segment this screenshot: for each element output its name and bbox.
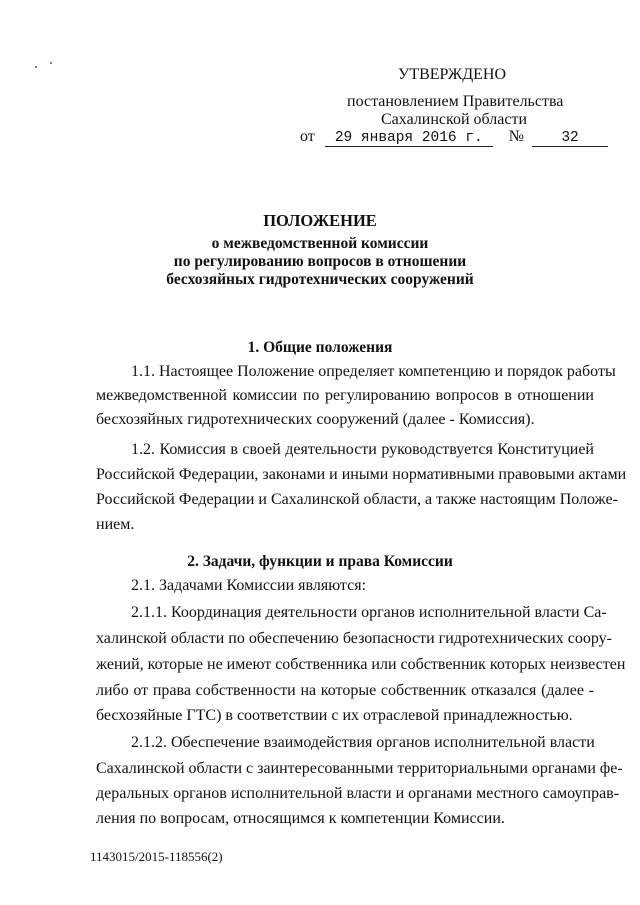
scan-speck <box>35 66 37 68</box>
paragraph-line: 2.1.2. Обеспечение взаимодействия органов исполнительной власти <box>131 734 595 751</box>
paragraph-line: Российской Федерации, законами и иными нормативными правовыми актами <box>96 466 627 483</box>
subtitle-line-1: о межведомственной комиссии <box>211 235 429 252</box>
paragraph-line: 2.1. Задачами Комиссии являются: <box>131 577 367 594</box>
approval-date: 29 января 2016 г. <box>325 130 493 147</box>
approval-line-2: Сахалинской области <box>381 111 528 128</box>
paragraph-line: 1.1. Настоящее Положение определяет компетенцию и порядок работы <box>131 363 616 380</box>
from-label: от <box>300 128 315 145</box>
paragraph-line: межведомственной комиссии по регулированию вопросов в отношении <box>96 387 594 404</box>
subtitle-line-2: по регулированию вопросов в отношении <box>173 253 467 270</box>
paragraph-line: халинской области по обеспечению безопасности гидротехнических соору- <box>96 630 612 647</box>
approval-title: УТВЕРЖДЕНО <box>398 66 507 83</box>
paragraph-line: 1.2. Комиссия в своей деятельности руководствуется Конституцией <box>131 441 594 458</box>
document-code: 1143015/2015-118556(2) <box>90 849 223 864</box>
number-label: № <box>508 128 525 145</box>
paragraph-line: бесхозяйные ГТС) в соответствии с их отраслевой принадлежностью. <box>96 707 573 724</box>
paragraph-line: Сахалинской области с заинтересованными территориальными органами фе- <box>96 760 623 777</box>
paragraph-line: 2.1.1. Координация деятельности органов исполнительной власти Са- <box>131 604 607 621</box>
approval-number: 32 <box>532 130 608 147</box>
paragraph-line: Российской Федерации и Сахалинской области, а также настоящим Положе- <box>96 491 618 508</box>
paragraph-line: деральных органов исполнительной власти и органами местного самоуправ- <box>96 785 620 802</box>
paragraph-line: жений, которые не имеют собственника или собственник которых неизвестен <box>96 656 626 673</box>
paragraph-line: нием. <box>96 516 135 533</box>
section-1-heading: 1. Общие положения <box>247 339 393 356</box>
approval-line-1: постановлением Правительства <box>347 93 564 110</box>
paragraph-line: либо от права собственности на которые собственник отказался (далее - <box>96 682 594 699</box>
section-2-heading: 2. Задачи, функции и права Комиссии <box>187 553 453 570</box>
subtitle-line-3: бесхозяйных гидротехнических сооружений <box>166 271 474 288</box>
approval-date-row <box>300 128 608 147</box>
paragraph-line: бесхозяйных гидротехнических сооружений (далее - Комиссия). <box>96 411 535 428</box>
scan-speck <box>50 62 52 64</box>
paragraph-line: ления по вопросам, относящимся к компетенции Комиссии. <box>96 810 505 827</box>
document-title: ПОЛОЖЕНИЕ <box>263 211 377 230</box>
